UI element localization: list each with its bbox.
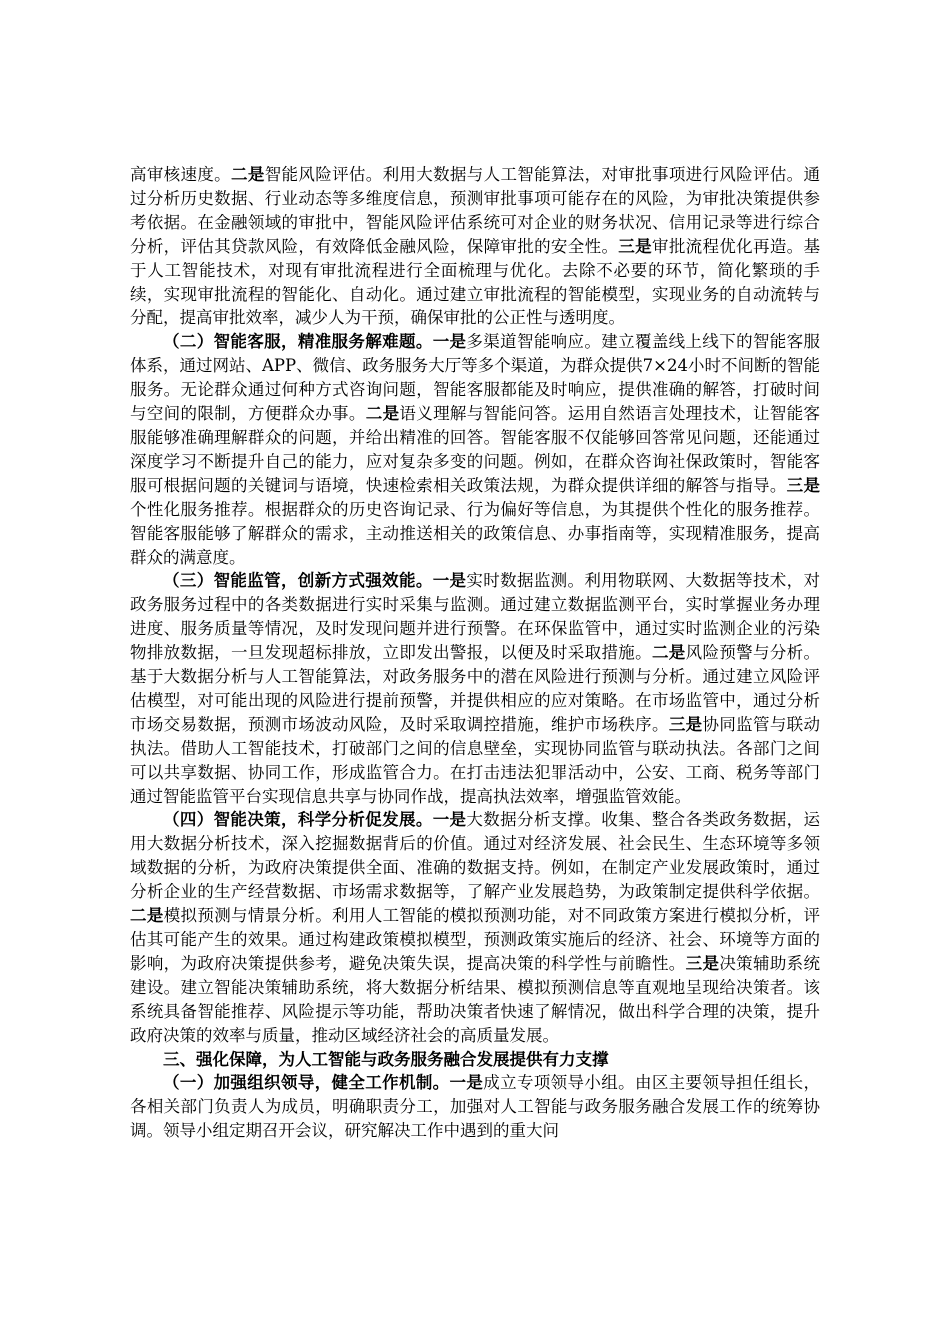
bold-run: 二是 [651, 643, 686, 663]
bold-run: 一是 [432, 332, 467, 352]
bold-run: 一是 [449, 1073, 484, 1093]
text-run: 大数据分析支撑。收集、整合各类政务数据，运用大数据分析技术，深入挖掘数据背后的价值。通过对经济发展、社会民生、生态环境等多领域数据的分析，为政府决策提供全面、准确的数据支持。例如，在制定产业发展政策时，通过分析企业的生产经营数据、市场需求数据等，了解产业发展趋势，为政策制定提供科学依据。 [130, 810, 821, 902]
bold-run: 三是 [618, 236, 652, 256]
bold-run: 二是 [130, 906, 164, 926]
text-run: 协同监管与联动执法。借助人工智能技术，打破部门之间的信息壁垒，实现协同监管与联动执法。各部门之间可以共享数据、协同工作，形成监管合力。在打击违法犯罪活动中，公安、工商、税务等部门通过智能监管平台实现信息共享与协同作战，提高执法效率，增强监管效能。 [130, 714, 821, 806]
text-run: 成立专项领导小组。由区主要领导担任组长，各相关部门负责人为成员，明确职责分工，加强对人工智能与政务服务融合发展工作的统筹协调。领导小组定期召开会议，研究解决工作中遇到的重大问 [130, 1073, 821, 1141]
text-run: 高审核速度。 [130, 165, 232, 184]
body-paragraph [130, 569, 820, 808]
body-paragraph [130, 330, 820, 569]
text-run: 多渠道智能响应。建立覆盖线上线下的智能客服体系，通过网站、APP、微信、政务服务大厅等多个渠道，为群众提供7×24小时不间断的智能服务。无论群众通过何种方式咨询问题，智能客服都能及时响应，提供准确的解答，打破时间与空间的限制，方便群众办事。 [130, 332, 821, 424]
body-paragraph [130, 163, 820, 330]
text-run: 语义理解与智能问答。运用自然语言处理技术，让智能客服能够准确理解群众的问题，并给出精准的回答。智能客服不仅能够回答常见问题，还能通过深度学习不断提升自己的能力，应对复杂多变的问题。例如，在群众咨询社保政策时，智能客服可根据问题的关键词与语境，快速检索相关政策法规，为群众提供详细的解答与指导。 [130, 404, 821, 495]
body-paragraph [130, 1071, 820, 1143]
document-page [130, 163, 820, 1143]
section-heading [130, 1048, 820, 1072]
bold-run: （二）智能客服，精准服务解难题。 [163, 332, 433, 352]
text-run: 审批流程优化再造。基于人工智能技术，对现有审批流程进行全面梳理与优化。去除不必要的环节，简化繁琐的手续，实现审批流程的智能化、自动化。通过建立审批流程的智能模型，实现业务的自动流转与分配，提高审批效率，减少人为干预，确保审批的公正性与透明度。 [130, 236, 821, 328]
text-run: 风险预警与分析。基于大数据分析与人工智能算法，对政务服务中的潜在风险进行预测与分析。通过建立风险评估模型，对可能出现的风险进行提前预警，并提供相应的应对策略。在市场监管中，通过分析市场交易数据，预测市场波动风险，及时采取调控措施，维护市场秩序。 [130, 643, 821, 734]
text-run: 智能风险评估。利用大数据与人工智能算法，对审批事项进行风险评估。通过分析历史数据、行业动态等多维度信息，预测审批事项可能存在的风险，为审批决策提供参考依据。在金融领域的审批中，智能风险评估系统可对企业的财务状况、信用记录等进行综合分析，评估其贷款风险，有效降低金融风险，保障审批的安全性。 [130, 165, 821, 256]
bold-run: 三是 [786, 475, 821, 495]
text-run: 个性化服务推荐。根据群众的历史咨询记录、行为偏好等信息，为其提供个性化的服务推荐。智能客服能够了解群众的需求，主动推送相关的政策信息、办事指南等，实现精准服务，提高群众的满意度。 [130, 499, 820, 567]
bold-run: （一）加强组织领导，健全工作机制。 [163, 1073, 450, 1093]
bold-run: （四）智能决策，科学分析促发展。 [163, 810, 433, 830]
bold-run: 三是 [668, 714, 703, 734]
bold-run: 二是 [365, 404, 400, 424]
bold-run: 二是 [231, 165, 265, 184]
text-run: 实时数据监测。利用物联网、大数据等技术，对政务服务过程中的各类数据进行实时采集与监测。通过建立数据监测平台，实时掌握业务办理进度、服务质量等情况，及时发现问题并进行预警。在环保监管中，通过实时监测企业的污染物排放数据，一旦发现超标排放，立即发出警报，以便及时采取措施。 [130, 571, 821, 663]
bold-run: 三是 [685, 953, 720, 973]
body-paragraph [130, 808, 820, 1047]
bold-run: 一是 [432, 810, 467, 830]
text-run: 模拟预测与情景分析。利用人工智能的模拟预测功能，对不同政策方案进行模拟分析，评估其可能产生的效果。通过构建政策模拟模型，预测政策实施后的经济、社会、环境等方面的影响，为政府决策提供参考，避免决策失误，提高决策的科学性与前瞻性。 [130, 906, 821, 973]
bold-run: （三）智能监管，创新方式强效能。 [163, 571, 433, 591]
bold-run: 三、强化保障，为人工智能与政务服务融合发展提供有力支撑 [163, 1049, 609, 1069]
bold-run: 一是 [432, 571, 467, 591]
text-run: 决策辅助系统建设。建立智能决策辅助系统，将大数据分析结果、模拟预测信息等直观地呈现给决策者。该系统具备智能推荐、风险提示等功能，帮助决策者快速了解情况，做出科学合理的决策，提升政府决策的效率与质量，推动区域经济社会的高质量发展。 [130, 953, 821, 1045]
